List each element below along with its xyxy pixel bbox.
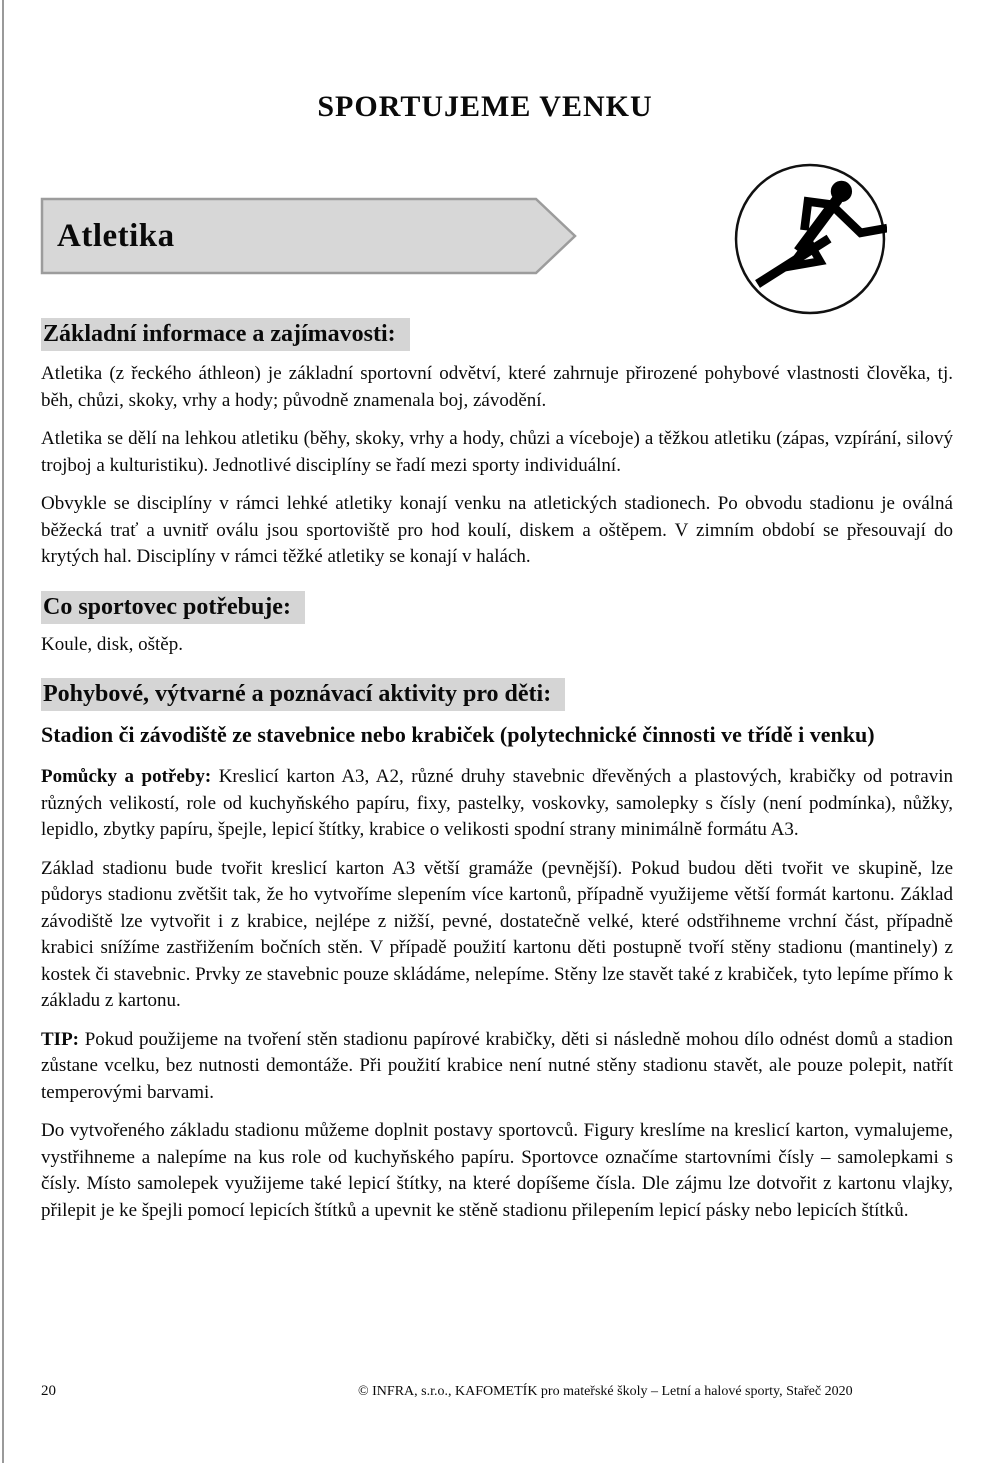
- activities-section-heading: [41, 678, 953, 711]
- info-paragraph-1: Atletika (z řeckého áthleon) je základní sportovní odvětví, které zahrnuje přirozené pohybové vlastnosti člověka, tj. běh, chůzi, skoky, vrhy a hody; původně znamenala boj, závodění.: [41, 363, 953, 411]
- info-paragraph-3: Obvykle se disciplíny v rámci lehké atletiky konají venku na atletických stadionech. Po obvodu stadionu je oválná běžecká trať a uvnitř oválu jsou sportoviště pro hod koulí, diskem a oštěpem. V zimním období se přesouvají do krytých hal. Disciplíny v rámci těžké atletiky se konají v halách.: [41, 493, 953, 567]
- page-scan-edge: [2, 0, 4, 1463]
- activity-subheading: Stadion či závodiště ze stavebnice nebo krabiček (polytechnické činnosti ve třídě i venku): [41, 722, 875, 747]
- page-number: 20: [41, 1383, 56, 1399]
- page-title: SPORTUJEME VENKU: [317, 90, 653, 123]
- footer-credit: © INFRA, s.r.o., KAFOMETÍK pro mateřské školy – Letní a halové sporty, Stařeč 2020: [358, 1384, 853, 1399]
- tip-text: Pokud použijeme na tvoření stěn stadionu papírové krabičky, děti si následně mohou dílo odnést domů a stadion zůstane vcelku, bez nutnosti demontáže. Při použití krabice není nutné stěny stadionu stavět, ale pouze polepit, natřít temperovými barvami.: [41, 1028, 953, 1103]
- needs-section-heading-text: Co sportovec potřebuje:: [41, 591, 305, 624]
- activities-section-heading-text: Pohybové, výtvarné a poznávací aktivity pro děti:: [41, 678, 565, 711]
- tip-label: TIP:: [41, 1028, 79, 1050]
- needs-text: Koule, disk, oštěp.: [41, 633, 183, 655]
- tools-label: Pomůcky a potřeby:: [41, 766, 212, 787]
- tools-text: Kreslicí karton A3, A2, různé druhy stavebnic dřevěných a plastových, krabičky od potravin různých velikostí, role od kuchyňského papíru, fixy, pastelky, voskovky, samolepky s čísly (není podmínka), nůžky, lepidlo, zbytky papíru, špejle, lepicí štítky, krabice o velikosti spodní strany minimálně formátu A3.: [41, 766, 954, 840]
- info-paragraph-2: Atletika se dělí na lehkou atletiku (běhy, skoky, vrhy a hody, chůzi a víceboje) a těžkou atletiku (zápas, vzpírání, silový trojboj a kulturistiku). Jednotlivé disciplíny se řadí mezi sporty individuální.: [41, 428, 953, 476]
- document-body: [41, 318, 953, 1236]
- runner-icon: [733, 162, 887, 316]
- base-paragraph: Základ stadionu bude tvořit kreslicí karton A3 větší gramáže (pevnější). Pokud budou děti tvořit ve skupině, lze půdorys stadionu zvětšit tak, že ho vytvoříme slepením více kartonů, případně využijeme větší formát kartonu. Základ závodiště lze vytvořit i z krabice, nejlépe z nižší, pevné, dostatečně velké, které odstřihneme vrchní část, případně krabici snížíme zastřižením bočních stěn. V případě použití kartonu děti postupně tvoří stěny stadionu (mantinely) z kostek či stavebnic. Prvky ze stavebnic pouze skládáme, nelepíme. Stěny lze stavět také z krabiček, tyto lepíme přímo k základu z kartonu.: [41, 857, 953, 1011]
- info-section-heading-text: Základní informace a zajímavosti:: [41, 318, 410, 351]
- figures-paragraph: Do vytvořeného základu stadionu můžeme doplnit postavy sportovců. Figury kreslíme na kreslicí karton, vymalujeme, vystřihneme a nalepíme na kus role od kuchyňského papíru. Sportovce označíme startovními čísly – samolepkami s čísly. Místo samolepek využijeme také lepicí štítky, na které dopíšeme čísla. Dle zájmu lze dotvořit z kartonu vlajky, přilepit je ke špejli pomocí lepicích štítků a upevnit ke stěně stadionu přilepením lepicí pásky nebo lepicích štítků.: [41, 1120, 953, 1221]
- info-section-heading: [41, 318, 953, 351]
- tip-paragraph: [41, 1027, 953, 1107]
- tools-paragraph: [41, 764, 953, 844]
- needs-section-heading: [41, 591, 953, 624]
- banner-label: Atletika: [57, 217, 175, 254]
- section-banner: [40, 197, 580, 275]
